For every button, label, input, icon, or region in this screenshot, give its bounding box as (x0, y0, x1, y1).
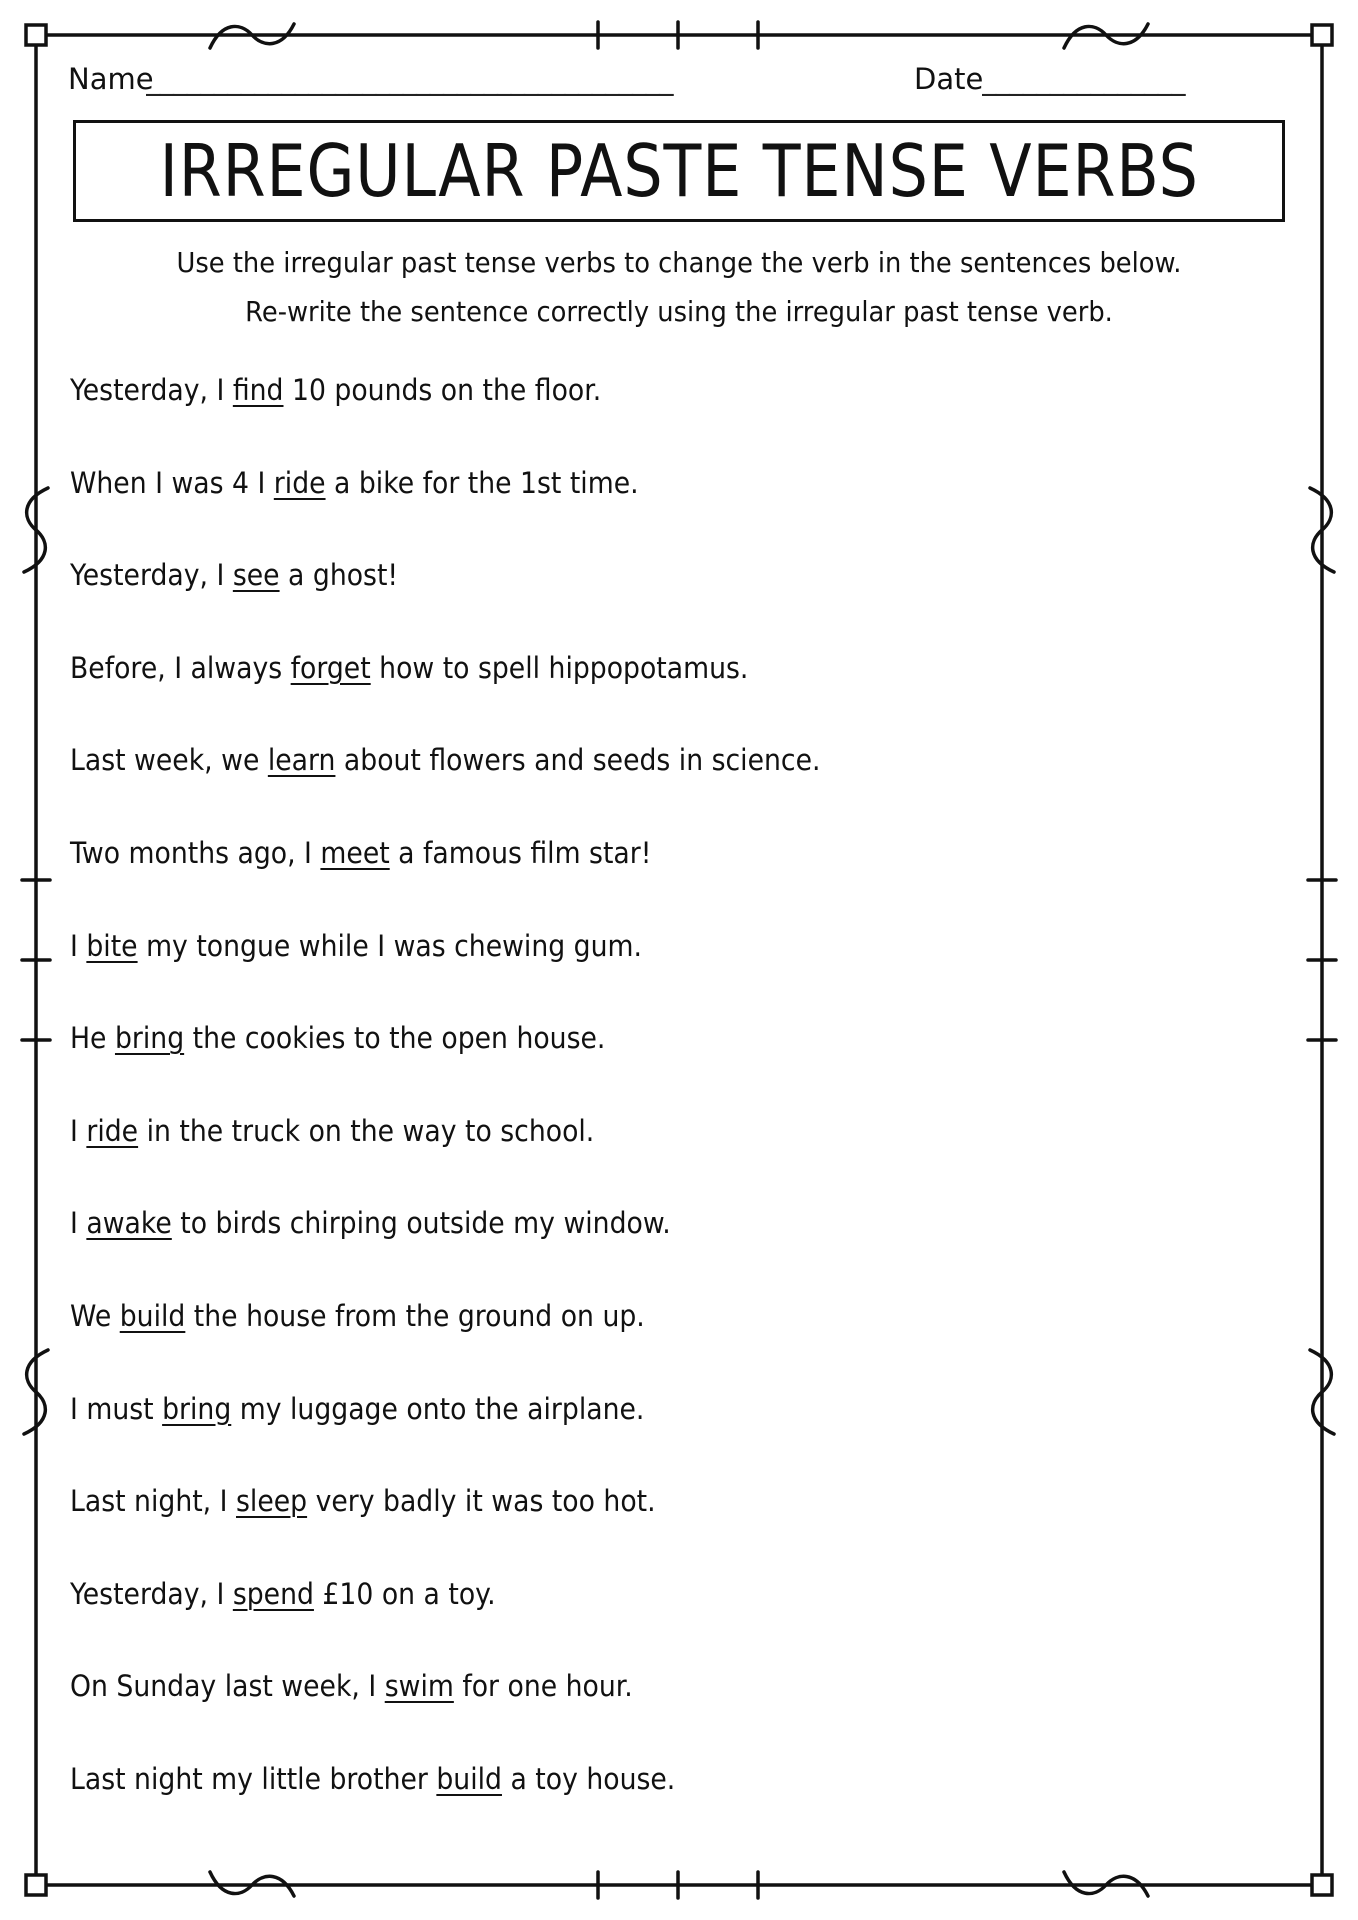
verb: awake (86, 1206, 172, 1241)
verb: ride (86, 1113, 139, 1148)
verb: build (436, 1761, 502, 1796)
name-blank[interactable]: _______________________________________ (146, 62, 673, 96)
sentence-item: When I was 4 I ride a bike for the 1st time. (70, 465, 639, 500)
verb: bring (114, 1021, 185, 1056)
verb: forget (290, 650, 371, 685)
verb: see (232, 558, 280, 593)
verb: ride (273, 465, 326, 500)
verb: swim (384, 1669, 454, 1704)
sentence-item: Yesterday, I find 10 pounds on the floor. (70, 373, 602, 407)
page-title: IRREGULAR PASTE TENSE VERBS (159, 129, 1199, 213)
verb: build (119, 1298, 186, 1333)
instruction-line: Re-write the sentence correctly using the irregular past tense verb. (245, 295, 1113, 328)
sentence-item: On Sunday last week, I swim for one hour. (70, 1669, 633, 1704)
sentence-item: He bring the cookies to the open house. (70, 1021, 606, 1056)
verb: find (232, 373, 284, 407)
sentence-item: Yesterday, I see a ghost! (70, 558, 399, 593)
sentence-item: Last night, I sleep very badly it was too hot. (70, 1484, 656, 1519)
instruction-line: Use the irregular past tense verbs to change the verb in the sentences below. (176, 246, 1182, 279)
sentence-item: Two months ago, I meet a famous film star! (70, 835, 652, 870)
title-box (73, 120, 1285, 222)
sentence-item: I ride in the truck on the way to school. (70, 1113, 595, 1148)
sentence-item: Yesterday, I spend £10 on a toy. (70, 1576, 496, 1611)
date-label: Date (914, 62, 984, 96)
sentence-item: I must bring my luggage onto the airplane. (70, 1391, 645, 1426)
sentence-item: Last night my little brother build a toy house. (70, 1761, 676, 1796)
sentence-item: I awake to birds chirping outside my window. (70, 1206, 671, 1241)
name-label: Name (68, 62, 154, 96)
verb: learn (267, 743, 336, 778)
name-date-header (68, 62, 1290, 102)
sentence-item: We build the house from the ground on up. (70, 1298, 645, 1333)
sentence-list (70, 370, 1270, 1852)
sentence-item: I bite my tongue while I was chewing gum. (70, 928, 642, 963)
verb: meet (320, 835, 390, 870)
verb: bite (86, 928, 138, 963)
verb: bring (162, 1391, 232, 1426)
instructions (121, 238, 1236, 336)
verb: spend (232, 1576, 314, 1611)
sentence-item: Before, I always forget how to spell hippopotamus. (70, 650, 749, 685)
date-blank[interactable]: _______________ (982, 62, 1185, 96)
verb: sleep (236, 1484, 308, 1519)
sentence-item: Last week, we learn about flowers and seeds in science. (70, 743, 821, 778)
